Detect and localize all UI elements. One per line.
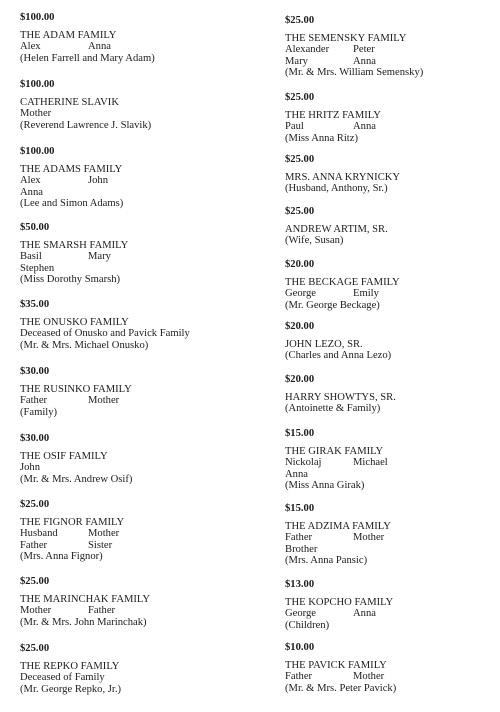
donation-amount: $15.00 [285,503,315,514]
memorial-name: Michael [353,457,388,469]
memorial-line [20,251,260,263]
memorial-line [20,274,260,286]
donation-amount: $25.00 [20,576,50,587]
memorial-name: Father [285,671,313,683]
memorial-line [20,263,260,275]
memorial-text: (Mr. George Repko, Jr.) [20,683,122,695]
memorial-text: (Charles and Anna Lezo) [285,350,392,362]
memorial-line [20,53,260,65]
memorial-line [20,41,260,53]
donor-name: THE OSIF FAMILY [20,450,108,462]
donation-amount: $25.00 [285,92,315,103]
donor-name: ANDREW ARTIM, SR. [285,223,388,235]
donation-entry [285,642,495,694]
memorial-name: Mother [88,395,120,407]
donor-name: THE RUSINKO FAMILY [20,383,132,395]
memorial-name: Mother [88,528,120,540]
donation-entry [285,259,495,311]
donation-entry [285,154,495,195]
memorial-name: Alexander [285,44,330,56]
donation-amount: $30.00 [20,433,50,444]
memorial-line [20,672,260,684]
memorial-line [285,555,495,567]
memorial-text: (Mr. & Mrs. John Marinchak) [20,616,147,628]
memorial-text: (Reverend Lawrence J. Slavik) [20,119,152,131]
donation-amount: $100.00 [20,12,55,23]
memorial-text: Brother [285,543,318,555]
memorial-line [285,683,495,695]
memorial-text: Stephen [20,262,55,274]
memorial-name: Father [88,605,116,617]
memorial-name: George [285,288,316,300]
donor-name: THE HRITZ FAMILY [285,109,381,121]
memorial-name: Mother [353,671,385,683]
memorial-line [20,474,260,486]
donor-name: HARRY SHOWTYS, SR. [285,391,396,403]
memorial-name: Anna [353,55,376,67]
memorial-text: John [20,462,41,474]
donor-name: THE BECKAGE FAMILY [285,276,400,288]
memorial-name: Mary [285,55,308,67]
donation-amount: $25.00 [20,499,50,510]
memorial-line [20,617,260,629]
memorial-text: (Husband, Anthony, Sr.) [285,183,388,195]
donation-entry [20,12,260,64]
memorial-text: Deceased of Family [20,672,105,684]
memorial-text: (Helen Farrell and Mary Adam) [20,52,155,64]
donation-amount: $13.00 [285,579,315,590]
memorial-name: Anna [353,121,376,133]
memorial-text: (Children) [285,619,330,631]
donation-amount: $25.00 [285,206,315,217]
memorial-name: Paul [285,121,304,133]
memorial-text: (Wife, Susan) [285,235,344,247]
memorial-name: Emily [353,288,379,300]
memorial-line [285,56,495,68]
donor-name: THE MARINCHAK FAMILY [20,593,150,605]
donation-amount: $10.00 [285,642,315,653]
donation-amount: $25.00 [285,15,315,26]
memorial-name: Alex [20,41,41,53]
memorial-text: (Mr. & Mrs. Peter Pavick) [285,682,397,694]
memorial-name: Alex [20,175,41,187]
memorial-text: (Miss Dorothy Smarsh) [20,274,121,286]
memorial-line [285,620,495,632]
memorial-text: Deceased of Onusko and Pavick Family [20,328,190,340]
memorial-text: (Mr. George Beckage) [285,299,380,311]
memorial-line [20,462,260,474]
memorial-text: Anna [285,468,308,480]
donation-entry [20,146,260,210]
memorial-line [285,671,495,683]
memorial-text: (Antoinette & Family) [285,403,381,415]
donation-amount: $35.00 [20,299,50,310]
donor-name: THE SEMENSKY FAMILY [285,32,407,44]
donation-entry [285,321,495,362]
memorial-name: Mary [88,251,111,263]
donation-amount: $15.00 [285,428,315,439]
memorial-line [20,187,260,199]
memorial-name: Mother [20,605,52,617]
memorial-name: George [285,608,316,620]
donation-amount: $20.00 [285,321,315,332]
memorial-line [285,133,495,145]
donor-name: THE GIRAK FAMILY [285,445,384,457]
memorial-text: (Mr. & Mrs. Michael Onusko) [20,339,149,351]
memorial-line [285,480,495,492]
memorial-line [20,198,260,210]
memorial-text: (Mrs. Anna Pansic) [285,555,368,567]
donor-name: THE PAVICK FAMILY [285,659,387,671]
donation-entry [20,366,260,418]
donor-name: THE FIGNOR FAMILY [20,516,125,528]
donation-amount: $20.00 [285,374,315,385]
donation-amount: $100.00 [20,79,55,90]
memorial-name: Basil [20,251,42,263]
memorial-name: Father [20,539,48,551]
memorial-line [20,528,260,540]
memorial-name: Anna [353,608,376,620]
donation-entry [20,576,260,628]
donor-name: THE ONUSKO FAMILY [20,316,129,328]
donation-amount: $100.00 [20,146,55,157]
memorial-name: Father [285,532,313,544]
memorial-line [20,551,260,563]
memorial-text: Anna [20,186,43,198]
memorial-name: Anna [88,41,111,53]
donation-amount: $30.00 [20,366,50,377]
donor-name: JOHN LEZO, SR. [285,338,363,350]
memorial-line [285,121,495,133]
memorial-line [20,684,260,696]
donor-name: THE ADAMS FAMILY [20,163,123,175]
memorial-text: (Mr. & Mrs. William Semensky) [285,67,424,79]
donation-entry [20,433,260,485]
memorial-name: Sister [88,539,113,551]
donation-entry [285,206,495,247]
donation-amount: $50.00 [20,222,50,233]
memorial-line [20,540,260,552]
memorial-text: (Mrs. Anna Fignor) [20,551,103,563]
donation-entry [285,579,495,631]
donor-name: CATHERINE SLAVIK [20,96,119,108]
memorial-line [285,288,495,300]
donation-entry [285,503,495,567]
memorial-text: (Miss Anna Ritz) [285,132,358,144]
memorial-line [20,605,260,617]
donation-amount: $20.00 [285,259,315,270]
memorial-text: Mother [20,108,52,120]
donor-name: THE KOPCHO FAMILY [285,596,394,608]
donor-name: THE SMARSH FAMILY [20,239,129,251]
memorial-name: Peter [353,44,375,56]
memorial-name: Husband [20,528,58,540]
donor-name: THE REPKO FAMILY [20,660,120,672]
memorial-line [285,300,495,312]
memorial-line [285,544,495,556]
memorial-line [285,457,495,469]
donation-entry [285,428,495,492]
memorial-line [20,395,260,407]
memorial-line [285,608,495,620]
memorial-name: Mother [353,532,385,544]
memorial-text: (Miss Anna Girak) [285,480,365,492]
donation-entry [20,299,260,351]
memorial-line [285,469,495,481]
donor-name: MRS. ANNA KRYNICKY [285,171,401,183]
donation-entry [285,92,495,144]
memorial-line [20,328,260,340]
memorial-line [285,532,495,544]
memorial-line [285,67,495,79]
memorial-text: (Lee and Simon Adams) [20,198,124,210]
memorial-line [285,350,495,362]
donation-entry [20,499,260,563]
memorial-text: (Mr. & Mrs. Andrew Osif) [20,473,133,485]
donation-entry [285,374,495,415]
memorial-line [20,108,260,120]
donor-name: THE ADAM FAMILY [20,29,117,41]
memorial-line [285,183,495,195]
memorial-line [20,340,260,352]
memorial-line [20,120,260,132]
memorial-text: (Family) [20,406,58,418]
donation-entry [20,79,260,131]
memorial-line [285,44,495,56]
memorial-name: Nickolaj [285,457,322,469]
memorial-name: John [88,175,109,187]
donation-entry [20,643,260,695]
donation-amount: $25.00 [20,643,50,654]
donation-entry [20,222,260,286]
memorial-line [285,235,495,247]
memorial-name: Father [20,395,48,407]
memorial-line [20,407,260,419]
donation-entry [285,15,495,79]
memorial-line [285,403,495,415]
donation-amount: $25.00 [285,154,315,165]
memorial-line [20,175,260,187]
donor-name: THE ADZIMA FAMILY [285,520,391,532]
